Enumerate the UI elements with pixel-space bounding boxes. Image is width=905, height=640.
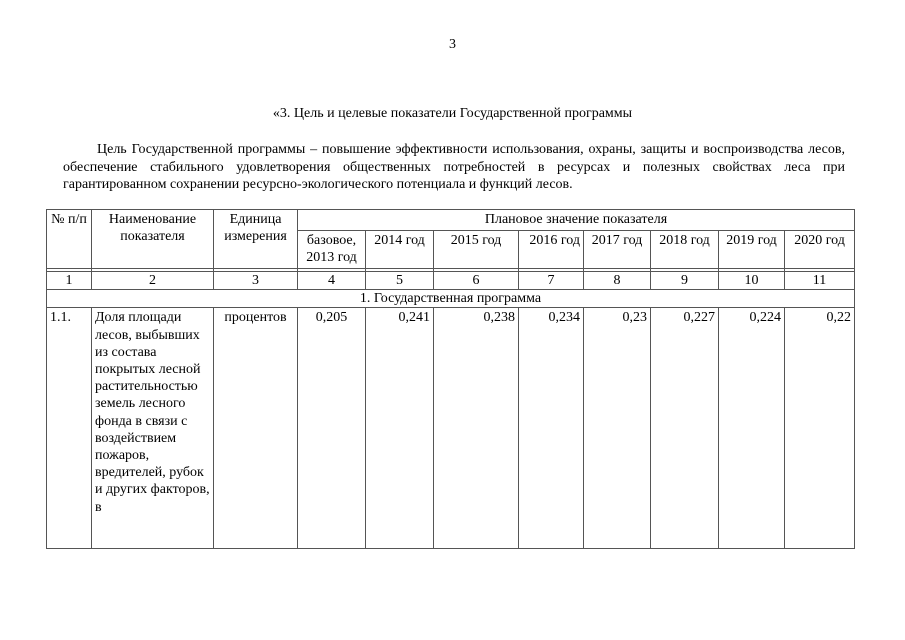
column-number: 10 bbox=[719, 272, 785, 290]
column-number: 5 bbox=[366, 272, 434, 290]
row-num: 1.1. bbox=[47, 308, 92, 549]
header-year: 2014 год bbox=[366, 231, 434, 269]
header-num: № п/п bbox=[47, 210, 92, 269]
column-number: 9 bbox=[651, 272, 719, 290]
row-value: 0,205 bbox=[298, 308, 366, 549]
column-number: 7 bbox=[519, 272, 584, 290]
row-value: 0,227 bbox=[651, 308, 719, 549]
row-value: 0,238 bbox=[434, 308, 519, 549]
header-year: 2018 год bbox=[651, 231, 719, 269]
row-value: 0,22 bbox=[785, 308, 855, 549]
header-year: 2019 год bbox=[719, 231, 785, 269]
row-value: 0,234 bbox=[519, 308, 584, 549]
column-number: 3 bbox=[214, 272, 298, 290]
column-numbers-row bbox=[47, 272, 855, 290]
column-number: 6 bbox=[434, 272, 519, 290]
column-number: 4 bbox=[298, 272, 366, 290]
page-number: 3 bbox=[449, 37, 456, 52]
header-year: 2017 год bbox=[584, 231, 651, 269]
section-row bbox=[47, 290, 855, 308]
row-value: 0,241 bbox=[366, 308, 434, 549]
table-row bbox=[47, 308, 855, 549]
row-value: 0,23 bbox=[584, 308, 651, 549]
section-label: 1. Государственная программа bbox=[47, 290, 855, 308]
indicators-table bbox=[46, 209, 855, 549]
header-year: 2015 год bbox=[434, 231, 519, 269]
row-unit: процентов bbox=[214, 308, 298, 549]
header-row bbox=[47, 210, 855, 231]
column-number: 11 bbox=[785, 272, 855, 290]
row-name: Доля площади лесов, выбывших из состава покрытых лесной растительностью земель лесного фонда в связи с воздействием пожаров, вредителей, рубок и других факторов, в bbox=[92, 308, 214, 549]
header-plan: Плановое значение показателя bbox=[298, 210, 855, 231]
header-name: Наименование показателя bbox=[92, 210, 214, 269]
column-number: 2 bbox=[92, 272, 214, 290]
section-title: «3. Цель и целевые показатели Государственной программы bbox=[272, 106, 633, 121]
header-year: базовое, 2013 год bbox=[298, 231, 366, 269]
header-unit: Единица измерения bbox=[214, 210, 298, 269]
header-year: 2016 год bbox=[519, 231, 584, 269]
header-year: 2020 год bbox=[785, 231, 855, 269]
intro-paragraph: Цель Государственной программы – повышение эффективности использования, охраны, защиты и воспроизводства лесов, обеспечение стабильного удовлетворения общественных потребностей в ресурсах и полезных свойствах леса при гарантированном сохранении ресурсно-экологического потенциала и функций лесов. bbox=[63, 142, 845, 192]
column-number: 8 bbox=[584, 272, 651, 290]
column-number: 1 bbox=[47, 272, 92, 290]
row-value: 0,224 bbox=[719, 308, 785, 549]
